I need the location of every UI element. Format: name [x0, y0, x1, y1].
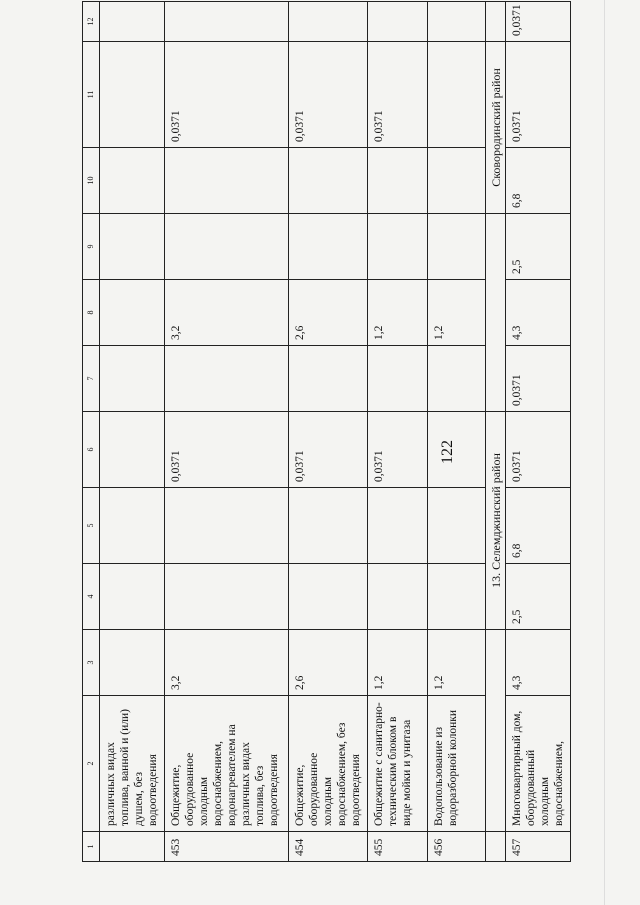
section-blank-cell — [486, 630, 506, 832]
value-cell — [100, 412, 165, 488]
value-cell — [100, 148, 165, 214]
value-cell — [100, 280, 165, 346]
value-cell: 2,5 — [506, 564, 571, 630]
value-cell: 6,8 — [506, 488, 571, 564]
value-cell — [368, 148, 428, 214]
header-cell: 11 — [83, 42, 100, 148]
value-cell — [428, 214, 486, 280]
row-number-cell: 456 — [428, 832, 486, 862]
value-cell: 0,0371 — [289, 412, 368, 488]
row-number-cell: 454 — [289, 832, 368, 862]
value-cell: 0,0371 — [368, 412, 428, 488]
header-cell: 12 — [83, 2, 100, 42]
value-cell — [368, 214, 428, 280]
tariff-table-wrapper — [82, 4, 565, 862]
section-title-skovorodinsky: Сковородинский район — [486, 42, 506, 214]
value-cell: 0,0371 — [289, 42, 368, 148]
header-cell: 4 — [83, 564, 100, 630]
value-cell: 4,3 — [506, 280, 571, 346]
value-cell: 0,0371 — [506, 346, 571, 412]
value-cell — [100, 2, 165, 42]
description-cell: Общежитие, оборудованное холодным водоснабжением, водонагревателем на различных видах топлива, без водоотведения — [165, 696, 289, 832]
value-cell: 1,2 — [428, 630, 486, 696]
header-cell: 5 — [83, 488, 100, 564]
section-title-selemdzhinsky: 13. Селемджинский район — [486, 412, 506, 630]
value-cell — [428, 148, 486, 214]
value-cell — [368, 2, 428, 42]
table-row — [289, 2, 368, 862]
value-cell: 4,3 — [506, 630, 571, 696]
page-number: 122 — [439, 440, 456, 464]
value-cell — [289, 346, 368, 412]
description-cell: Многоквартирный дом, оборудованный холодным водоснабжением, — [506, 696, 571, 832]
scan-edge — [604, 0, 605, 905]
value-cell — [428, 564, 486, 630]
header-cell: 1 — [83, 832, 100, 862]
value-cell: 1,2 — [368, 630, 428, 696]
description-cell: различных видах топлива, ванной и (или) душем, без водоотведения — [100, 696, 165, 832]
value-cell: 0,0371 — [165, 412, 289, 488]
value-cell — [100, 346, 165, 412]
rotated-table-container — [82, 4, 565, 862]
header-cell: 9 — [83, 214, 100, 280]
description-cell: Водопользование из водоразборной колонки — [428, 696, 486, 832]
row-number-cell — [100, 832, 165, 862]
value-cell: 0,0371 — [506, 412, 571, 488]
value-cell: 0,0371 — [506, 2, 571, 42]
value-cell — [165, 148, 289, 214]
description-cell: Общежитие, оборудованное холодным водоснабжением, без водоотведения — [289, 696, 368, 832]
row-number-cell: 455 — [368, 832, 428, 862]
value-cell — [428, 2, 486, 42]
value-cell — [368, 564, 428, 630]
value-cell — [100, 42, 165, 148]
section-blank-cell — [486, 2, 506, 42]
header-cell: 6 — [83, 412, 100, 488]
value-cell — [100, 564, 165, 630]
header-cell: 10 — [83, 148, 100, 214]
value-cell: 0,0371 — [368, 42, 428, 148]
value-cell — [368, 488, 428, 564]
table-row — [165, 2, 289, 862]
value-cell: 6,8 — [506, 148, 571, 214]
section-row — [486, 2, 506, 862]
value-cell — [165, 564, 289, 630]
value-cell: 2,6 — [289, 630, 368, 696]
value-cell: 3,2 — [165, 630, 289, 696]
section-spacer-cell — [486, 832, 506, 862]
value-cell: 0,0371 — [165, 42, 289, 148]
value-cell — [428, 488, 486, 564]
value-cell — [100, 488, 165, 564]
value-cell: 3,2 — [165, 280, 289, 346]
header-cell: 2 — [83, 696, 100, 832]
value-cell — [100, 630, 165, 696]
row-number-cell: 457 — [506, 832, 571, 862]
value-cell: 2,6 — [289, 280, 368, 346]
value-cell — [368, 346, 428, 412]
section-blank-cell — [486, 214, 506, 412]
value-cell — [165, 346, 289, 412]
header-cell: 7 — [83, 346, 100, 412]
value-cell — [289, 148, 368, 214]
table-row — [100, 2, 165, 862]
value-cell — [165, 214, 289, 280]
value-cell — [100, 214, 165, 280]
header-cell: 8 — [83, 280, 100, 346]
value-cell — [428, 42, 486, 148]
value-cell: 1,2 — [368, 280, 428, 346]
row-number-cell: 453 — [165, 832, 289, 862]
table-row — [368, 2, 428, 862]
value-cell — [289, 564, 368, 630]
value-cell — [165, 2, 289, 42]
header-cell: 3 — [83, 630, 100, 696]
value-cell — [165, 488, 289, 564]
value-cell — [289, 2, 368, 42]
value-cell — [428, 346, 486, 412]
value-cell: 1,2 — [428, 280, 486, 346]
table-row — [506, 2, 571, 862]
value-cell — [289, 214, 368, 280]
value-cell: 2,5 — [506, 214, 571, 280]
value-cell — [289, 488, 368, 564]
description-cell: Общежитие с санитарно-техническим блоком в виде мойки и унитаза — [368, 696, 428, 832]
tariff-table — [82, 1, 571, 862]
header-row — [83, 2, 100, 862]
value-cell — [428, 412, 486, 488]
value-cell: 0,0371 — [506, 42, 571, 148]
table-row — [428, 2, 486, 862]
